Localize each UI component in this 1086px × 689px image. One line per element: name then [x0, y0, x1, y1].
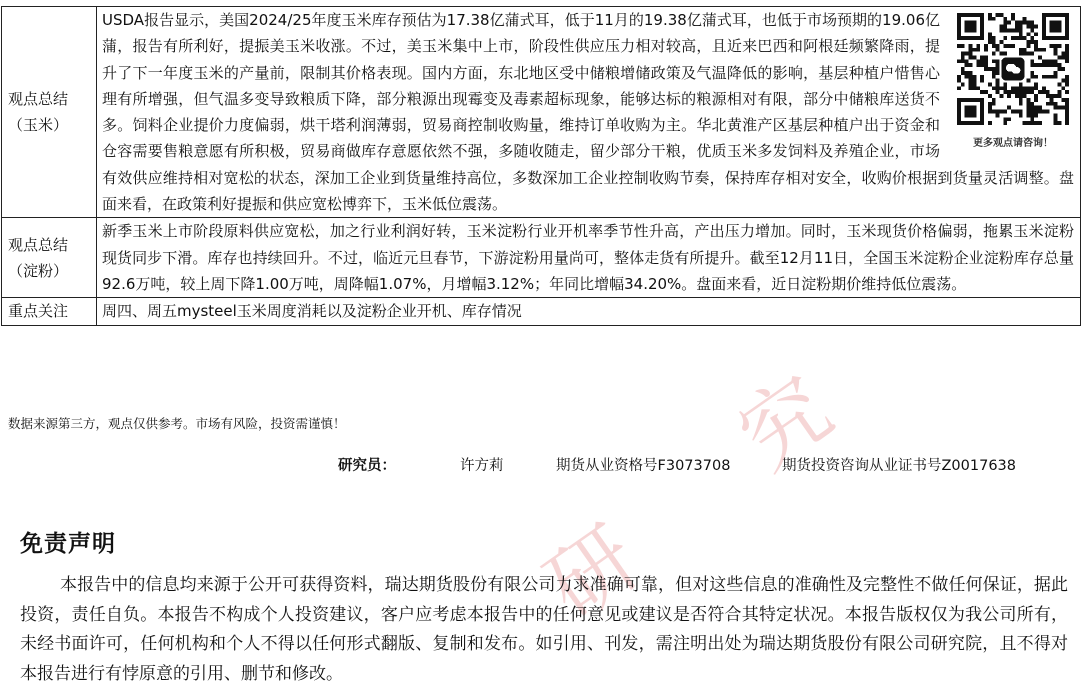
watermark-char-2: 究 [721, 357, 850, 490]
watermark-char-1: 研 [528, 507, 657, 640]
disclaimer-body: 本报告中的信息均来源于公开可获得资料，瑞达期货股份有限公司力求准确可靠，但对这些信息的准确性及完整性不做任何保证，据此投资，责任自负。本报告不构成个人投资建议，客户应考虑本报告中的任何意见或建议是否符合其特定状况。本报告版权仅为我公司所有，未经书面许可，任何机构和个人不得以任何形式翻版、复制和发布。如引用、刊发，需注明出处为瑞达期货股份有限公司研究院，且不得对本报告进行有悖原意的引用、删节和修改。 [20, 575, 1068, 684]
table-row-focus [2, 298, 1081, 325]
row-content-corn-cell [97, 7, 1081, 218]
row-label-starch: 观点总结（淀粉） [2, 218, 97, 298]
researcher-consulting: 期货投资咨询从业证书号Z0017638 [782, 458, 1017, 474]
row-content-focus: 周四、周五mysteel玉米周度消耗以及淀粉企业开机、库存情况 [97, 298, 1081, 325]
row-content-starch: 新季玉米上市阶段原料供应宽松，加之行业利润好转，玉米淀粉行业开机率季节性升高，产出压力增加。同时，玉米现货价格偏弱，拖累玉米淀粉现货同步下滑。库存也持续回升。不过，临近元旦春节，下游淀粉用量尚可，整体走货有所提升。截至12月11日，全国玉米淀粉企业淀粉库存总量92.6万吨，较上周下降1.00万吨，周降幅1.07%，月增幅3.12%；年同比增幅34.20%。盘面来看，近日淀粉期价维持低位震荡。 [97, 218, 1081, 298]
analysis-table [1, 6, 1081, 326]
row-label-focus: 重点关注 [2, 298, 97, 325]
row-label-corn: 观点总结（玉米） [2, 7, 97, 218]
researcher-qualification: 期货从业资格号F3073708 [556, 458, 731, 474]
researcher-title: 研究员： [338, 458, 396, 474]
row-content-corn: USDA报告显示，美国2024/25年度玉米库存预估为17.38亿蒲式耳，低于11月的19.38亿蒲式耳，也低于市场预期的19.06亿蒲，报告有所利好，提振美玉米收涨。不过，美玉米集中上市，阶段性供应压力相对较高，且近来巴西和阿根廷频繁降雨，提升了下一年度玉米的产量前，限制其价格表现。国内方面，东北地区受中储粮增储政策及气温降低的影响，基层种植户惜售心理有所增强，但气温多变导致粮质下降，部分粮源出现霉变及毒素超标现象，能够达标的粮源相对有限，部分中储粮库送货不多。饲料企业提价力度偏弱，烘干塔利润薄弱，贸易商控制收购量，维持订单收购为主。华北黄淮产区基层种植户出于资金和仓容需要售粮意愿有所积极，贸易商做库存意愿依然不强，多随收随走，留少部分干粮，优质玉米多发饲料及养殖企业，市场有效供应维持相对宽松的状态，深加工企业到货量维持高位，多数深加工企业控制收购节奏，保持库存相对安全，收购价根据到货量灵活调整。盘面来看，在政策利好提振和供应宽松博弈下，玉米低位震荡。 [102, 11, 1074, 214]
qr-caption: 更多观点请咨询！ [973, 138, 1053, 150]
table-row-corn [2, 7, 1081, 218]
disclaimer-title: 免责声明 [20, 531, 116, 557]
qr-code-block [952, 13, 1074, 151]
source-note: 数据来源第三方，观点仅供参考。市场有风险，投资需谨慎！ [8, 416, 346, 431]
qr-code-image [957, 13, 1069, 125]
researcher-name: 许方莉 [460, 458, 504, 474]
table-row-starch [2, 218, 1081, 298]
